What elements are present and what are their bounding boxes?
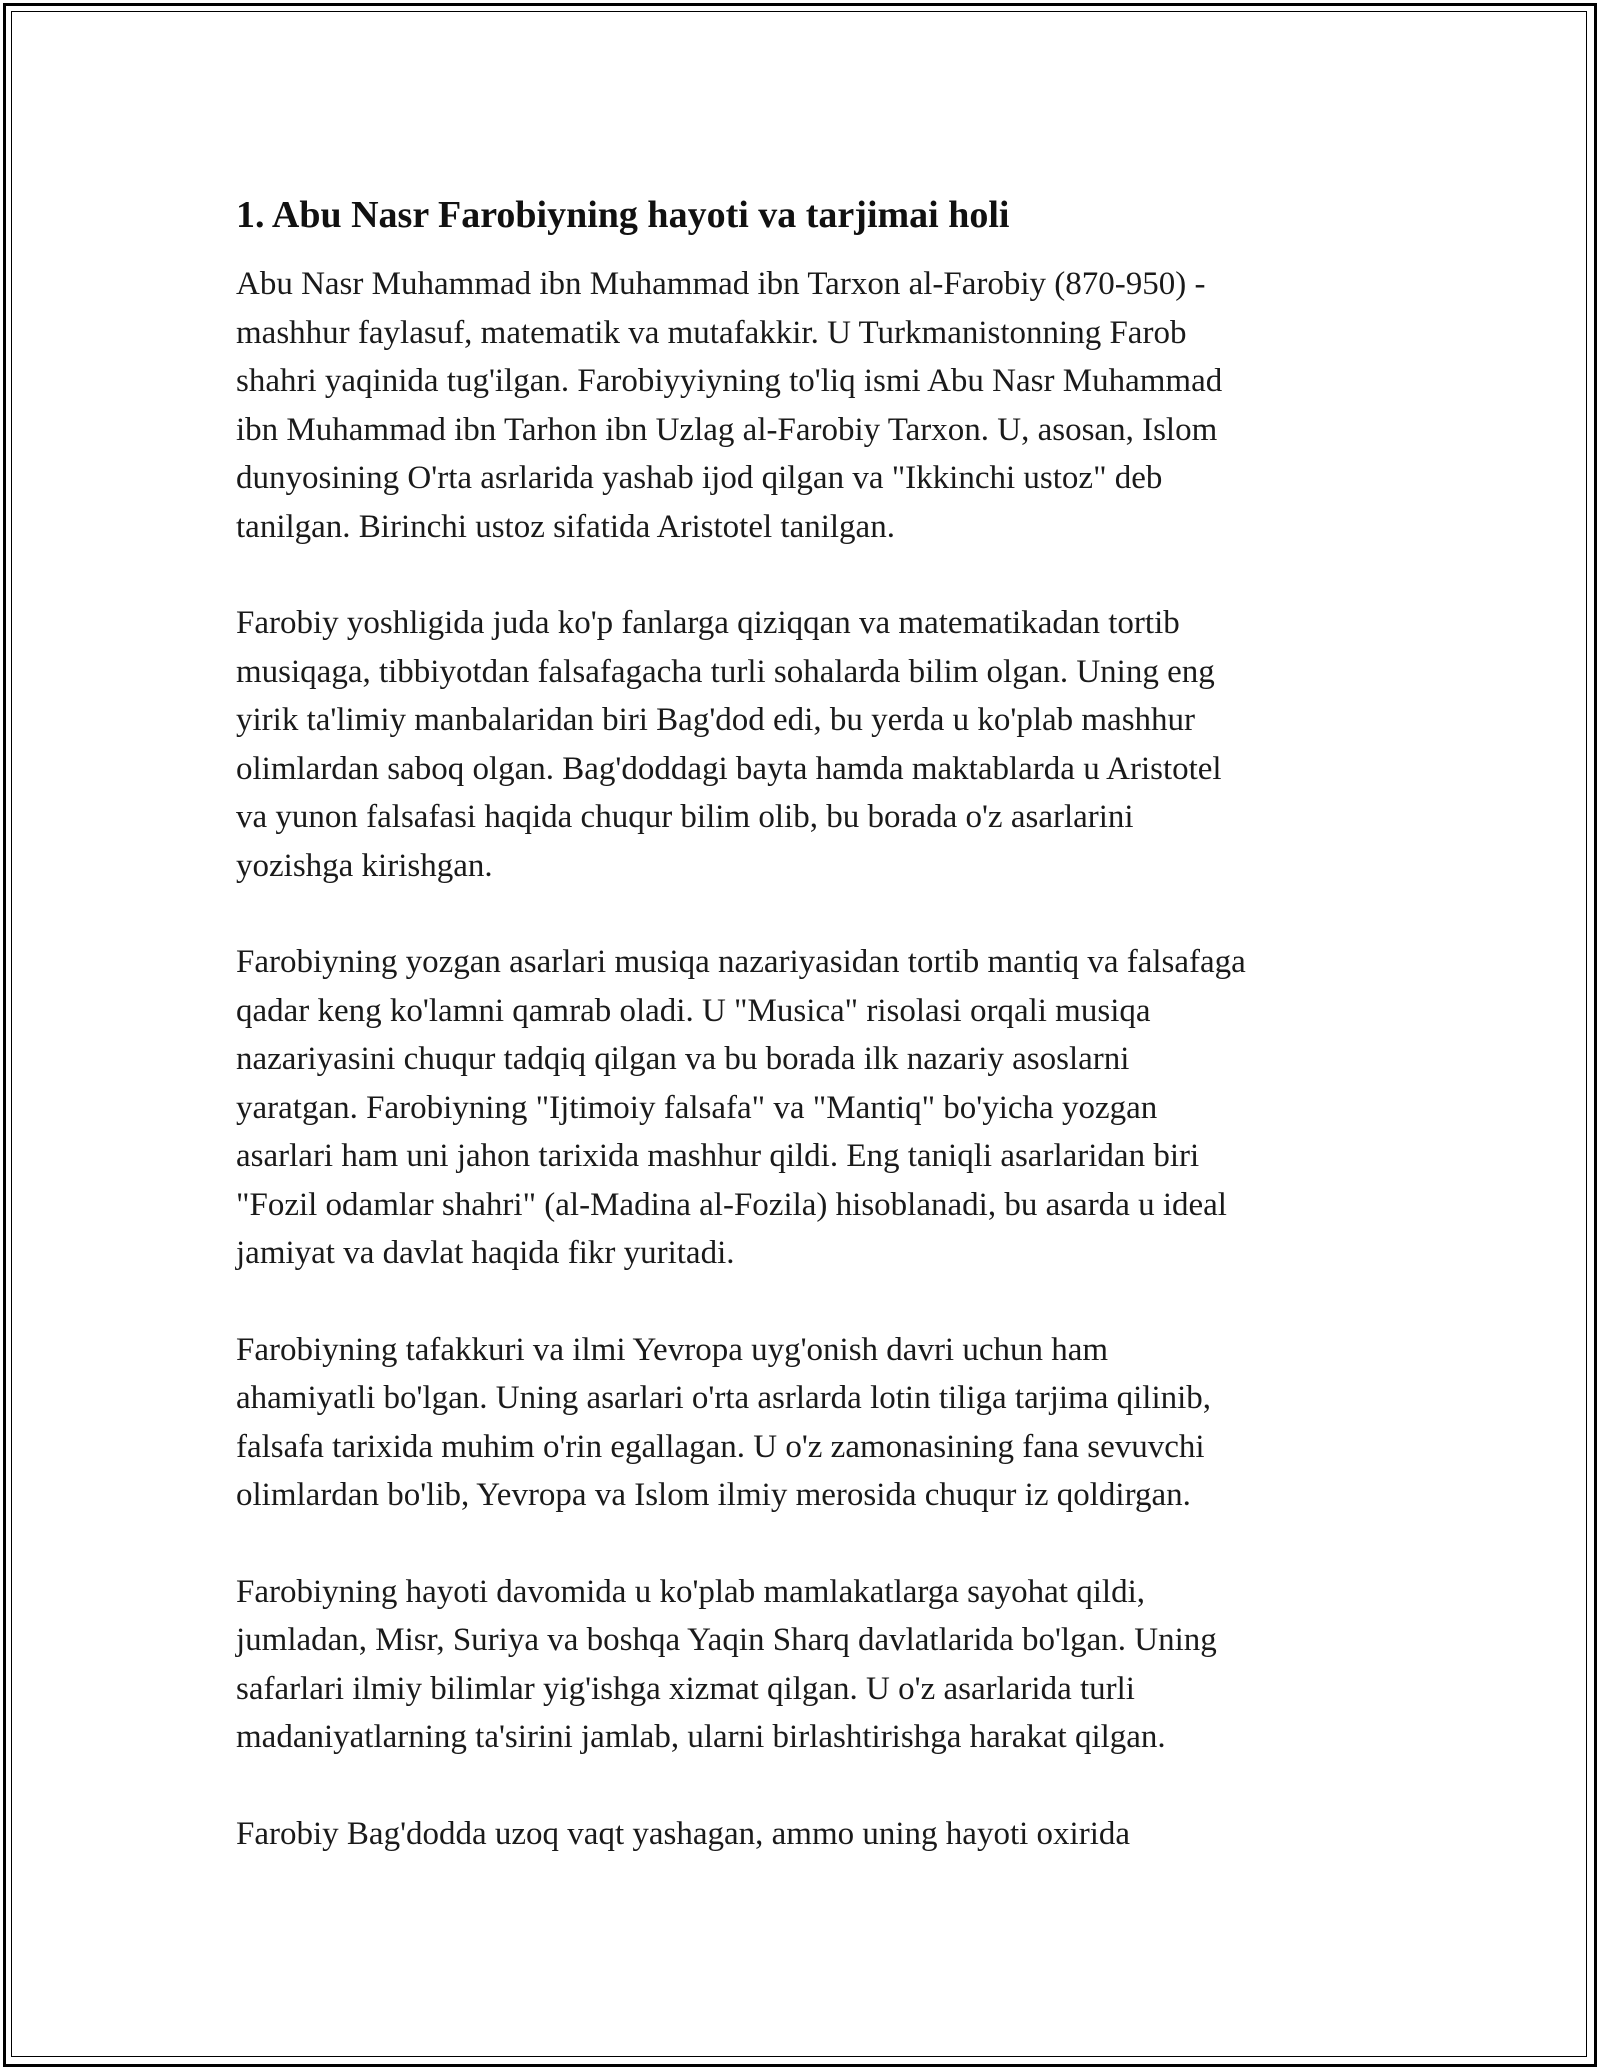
paragraph-line: jamiyat va davlat haqida fikr yuritadi.: [236, 1235, 735, 1271]
paragraph: [236, 1326, 1366, 1520]
paragraph-line: tanilgan. Birinchi ustoz sifatida Aristotel tanilgan.: [236, 508, 895, 545]
paragraph-line: Farobiy yoshligida juda ko'p fanlarga qiziqqan va matematikadan tortib: [236, 605, 1180, 641]
document-content: [236, 184, 1366, 1858]
paragraph: [236, 938, 1366, 1278]
paragraph-line: ibn Muhammad ibn Tarhon ibn Uzlag al-Farobiy Tarxon. U, asosan, Islom: [236, 411, 1218, 448]
paragraph: [236, 260, 1366, 551]
section-heading: 1. Abu Nasr Farobiyning hayoti va tarjimai holi: [236, 194, 1010, 236]
paragraph-list: [236, 260, 1366, 1858]
paragraph-line: Farobiyning yozgan asarlari musiqa nazariyasidan tortib mantiq va falsafaga: [236, 944, 1246, 980]
paragraph-line: mashhur faylasuf, matematik va mutafakkir. U Turkmanistonning Farob: [236, 314, 1187, 351]
paragraph-line: falsafa tarixida muhim o'rin egallagan. U o'z zamonasining fana sevuvchi: [236, 1428, 1205, 1465]
paragraph-line: yozishga kirishgan.: [236, 847, 493, 884]
paragraph: [236, 1568, 1366, 1762]
paragraph-line: Farobiyning hayoti davomida u ko'plab mamlakatlarga sayohat qildi,: [236, 1573, 1145, 1610]
paragraph-line: musiqaga, tibbiyotdan falsafagacha turli sohalarda bilim olgan. Uning eng: [236, 653, 1215, 690]
paragraph-line: madaniyatlarning ta'sirini jamlab, ularni birlashtirishga harakat qilgan.: [236, 1719, 1166, 1755]
paragraph-line: olimlardan saboq olgan. Bag'doddagi bayta hamda maktablarda u Aristotel: [236, 750, 1222, 787]
paragraph-line: dunyosining O'rta asrlarida yashab ijod qilgan va "Ikkinchi ustoz" deb: [236, 460, 1163, 496]
paragraph-line: ahamiyatli bo'lgan. Uning asarlari o'rta asrlarda lotin tiliga tarjima qilinib,: [236, 1380, 1212, 1416]
paragraph-line: jumladan, Misr, Suriya va boshqa Yaqin Sharq davlatlarida bo'lgan. Uning: [236, 1622, 1217, 1658]
paragraph: [236, 599, 1366, 890]
paragraph-line: shahri yaqinida tug'ilgan. Farobiyyiyning to'liq ismi Abu Nasr Muhammad: [236, 363, 1223, 399]
paragraph-line: va yunon falsafasi haqida chuqur bilim olib, bu borada o'z asarlarini: [236, 799, 1134, 835]
paragraph-line: Farobiyning tafakkuri va ilmi Yevropa uyg'onish davri uchun ham: [236, 1331, 1109, 1368]
paragraph-line: asarlari ham uni jahon tarixida mashhur qildi. Eng taniqli asarlaridan biri: [236, 1138, 1200, 1174]
paragraph-line: qadar keng ko'lamni qamrab oladi. U "Musica" risolasi orqali musiqa: [236, 992, 1151, 1029]
paragraph-line: "Fozil odamlar shahri" (al-Madina al-Fozila) hisoblanadi, bu asarda u ideal: [236, 1186, 1227, 1223]
paragraph-line: yaratgan. Farobiyning "Ijtimoiy falsafa" va "Mantiq" bo'yicha yozgan: [236, 1089, 1158, 1126]
paragraph-line: Abu Nasr Muhammad ibn Muhammad ibn Tarxon al-Farobiy (870-950) -: [236, 266, 1206, 302]
paragraph-line: safarlari ilmiy bilimlar yig'ishga xizmat qilgan. U o'z asarlarida turli: [236, 1670, 1135, 1707]
paragraph-line: olimlardan bo'lib, Yevropa va Islom ilmiy merosida chuqur iz qoldirgan.: [236, 1477, 1191, 1513]
paragraph-line: yirik ta'limiy manbalaridan biri Bag'dod edi, bu yerda u ko'plab mashhur: [236, 702, 1196, 738]
paragraph: [236, 1810, 1366, 1859]
paragraph-line: nazariyasini chuqur tadqiq qilgan va bu borada ilk nazariy asoslarni: [236, 1041, 1130, 1077]
paragraph-line: Farobiy Bag'dodda uzoq vaqt yashagan, ammo uning hayoti oxirida: [236, 1815, 1131, 1852]
